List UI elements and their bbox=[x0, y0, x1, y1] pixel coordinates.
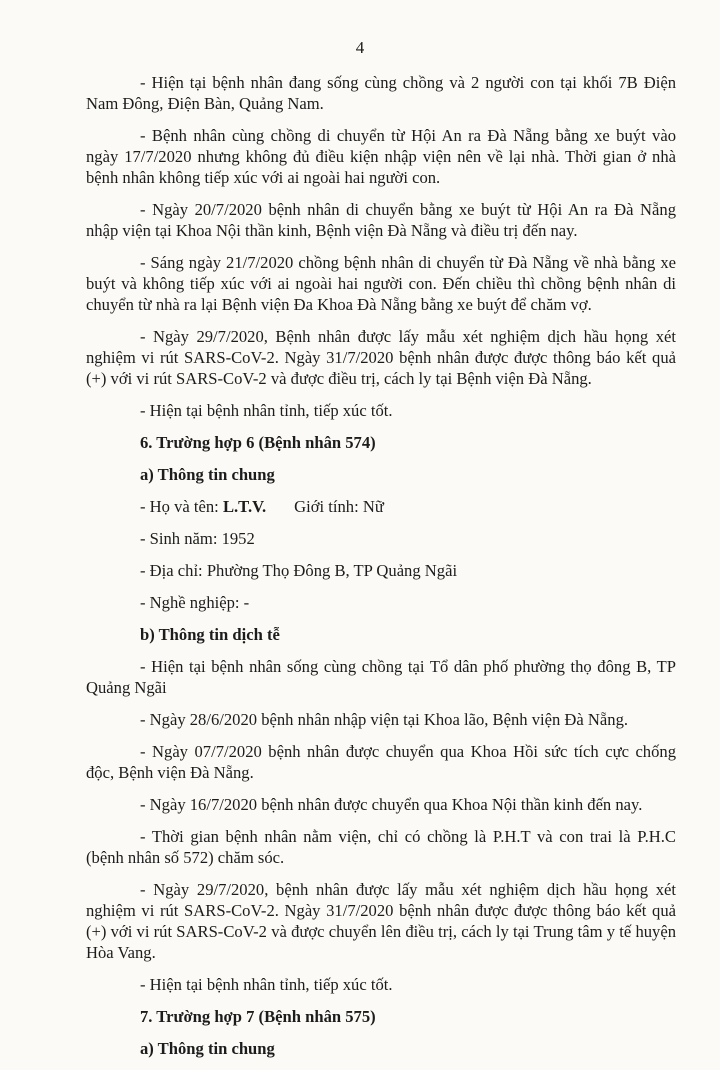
paragraph: - Ngày 16/7/2020 bệnh nhân được chuyển qua Khoa Nội thần kinh đến nay. bbox=[140, 795, 643, 814]
paragraph: - Ngày 20/7/2020 bệnh nhân di chuyển bằng xe buýt từ Hội An ra Đà Nẵng nhập viện tại Khoa Nội thần kinh, Bệnh viện Đà Nẵng và điều trị đến nay. bbox=[86, 200, 676, 240]
paragraph: - Bệnh nhân cùng chồng di chuyển từ Hội An ra Đà Nẵng bằng xe buýt vào ngày 17/7/2020 nhưng không đủ điều kiện nhập viện nên về lại nhà. Thời gian ở nhà bệnh nhân không tiếp xúc với ai ngoài hai người con. bbox=[86, 126, 676, 187]
paragraph: - Ngày 28/6/2020 bệnh nhân nhập viện tại Khoa lão, Bệnh viện Đà Nẵng. bbox=[140, 710, 629, 729]
case-7-general-heading: a) Thông tin chung bbox=[140, 1039, 275, 1058]
birth-field: - Sinh năm: 1952 bbox=[140, 529, 255, 548]
paragraph: - Thời gian bệnh nhân nằm viện, chỉ có chồng là P.H.T và con trai là P.H.C (bệnh nhân số 572) chăm sóc. bbox=[86, 827, 676, 867]
paragraph: - Hiện tại bệnh nhân tỉnh, tiếp xúc tốt. bbox=[140, 975, 393, 994]
name-value: L.T.V. bbox=[222, 497, 267, 516]
paragraph: - Ngày 29/7/2020, bệnh nhân được lấy mẫu xét nghiệm dịch hầu họng xét nghiệm vi rút SARS-CoV-2. Ngày 31/7/2020 bệnh nhân được được thông báo kết quả (+) với vi rút SARS-CoV-2 và được chuyển lên điều trị, cách ly tại Trung tâm y tế huyện Hòa Vang. bbox=[86, 880, 676, 962]
case-6-title: 6. Trường hợp 6 (Bệnh nhân 574) bbox=[140, 433, 376, 452]
name-field bbox=[86, 496, 676, 517]
paragraph: - Sáng ngày 21/7/2020 chồng bệnh nhân di chuyển từ Đà Nẵng về nhà bằng xe buýt và không tiếp xúc với ai ngoài hai người con. Đến chiều thì chồng bệnh nhân di chuyển từ nhà ra lại Bệnh viện Đa Khoa Đà Nẵng bằng xe buýt để chăm vợ. bbox=[86, 253, 676, 314]
case-6-general-heading: a) Thông tin chung bbox=[140, 465, 275, 484]
paragraph: - Hiện tại bệnh nhân tỉnh, tiếp xúc tốt. bbox=[140, 401, 393, 420]
paragraph: - Hiện tại bệnh nhân đang sống cùng chồng và 2 người con tại khối 7B Điện Nam Đông, Điện Bàn, Quảng Nam. bbox=[86, 73, 676, 113]
case-7-title: 7. Trường hợp 7 (Bệnh nhân 575) bbox=[140, 1007, 376, 1026]
paragraph: - Ngày 29/7/2020, Bệnh nhân được lấy mẫu xét nghiệm dịch hầu họng xét nghiệm vi rút SARS-CoV-2. Ngày 31/7/2020 bệnh nhân được được thông báo kết quả (+) với vi rút SARS-CoV-2 và được điều trị, cách ly tại Bệnh viện Đà Nẵng. bbox=[86, 327, 676, 388]
gender-field: Giới tính: Nữ bbox=[294, 497, 384, 516]
name-label: - Họ và tên: bbox=[140, 497, 223, 516]
document-body bbox=[86, 72, 676, 1070]
case-6-epi-heading: b) Thông tin dịch tễ bbox=[140, 625, 280, 644]
paragraph: - Hiện tại bệnh nhân sống cùng chồng tại Tổ dân phố phường thọ đông B, TP Quảng Ngãi bbox=[86, 657, 676, 697]
page-number: 4 bbox=[355, 38, 365, 57]
address-field: - Địa chỉ: Phường Thọ Đông B, TP Quảng Ngãi bbox=[140, 561, 458, 580]
paragraph: - Ngày 07/7/2020 bệnh nhân được chuyển qua Khoa Hồi sức tích cực chống độc, Bệnh viện Đà Nẵng. bbox=[86, 742, 676, 782]
job-field: - Nghề nghiệp: - bbox=[140, 593, 250, 612]
